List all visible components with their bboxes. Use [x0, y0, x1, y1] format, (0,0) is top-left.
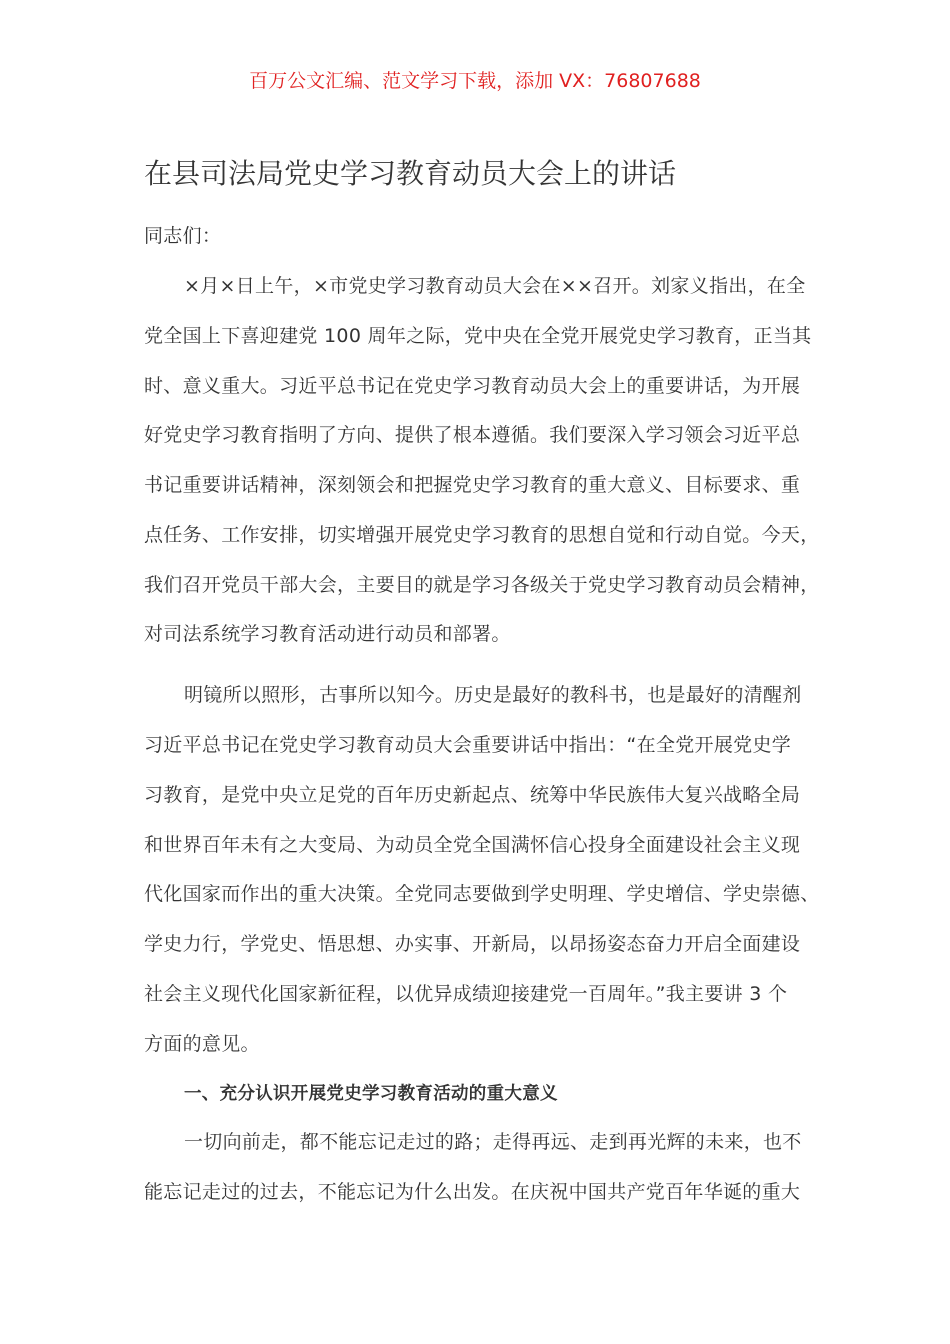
- paragraph-line: 我们召开党员干部大会，主要目的就是学习各级关于党史学习教育动员会精神，: [144, 574, 820, 596]
- paragraph-line: 方面的意见。: [144, 1033, 260, 1055]
- paragraph-line: 点任务、工作安排，切实增强开展党史学习教育的思想自觉和行动自觉。今天，: [144, 524, 820, 546]
- paragraph-line: 好党史学习教育指明了方向、提供了根本遵循。我们要深入学习领会习近平总: [144, 424, 801, 446]
- paragraph-line: 代化国家而作出的重大决策。全党同志要做到学史明理、学史增信、学史崇德、: [144, 883, 820, 905]
- section-heading: 一、充分认识开展党史学习教育活动的重大意义: [184, 1084, 558, 1104]
- paragraph-line: 习教育，是党中央立足党的百年历史新起点、统筹中华民族伟大复兴战略全局: [144, 784, 801, 806]
- paragraph-line: 学史力行，学党史、悟思想、办实事、开新局，以昂扬姿态奋力开启全面建设: [144, 933, 801, 955]
- paragraph-line: 社会主义现代化国家新征程，以优异成绩迎接建党一百周年。”我主要讲 3 个: [144, 983, 788, 1005]
- paragraph-line: 党全国上下喜迎建党 100 周年之际，党中央在全党开展党史学习教育，正当其: [144, 325, 812, 347]
- watermark-banner: 百万公文汇编、范文学习下载，添加 VX：76807688: [249, 70, 701, 92]
- salutation: 同志们：: [144, 225, 222, 247]
- paragraph-line: 和世界百年未有之大变局、为动员全党全国满怀信心投身全面建设社会主义现: [144, 834, 801, 856]
- paragraph-line: 习近平总书记在党史学习教育动员大会重要讲话中指出：“在全党开展党史学: [144, 734, 792, 756]
- paragraph-line: ×月×日上午，×市党史学习教育动员大会在××召开。刘家义指出，在全: [184, 275, 806, 297]
- document-title: 在县司法局党史学习教育动员大会上的讲话: [144, 157, 677, 190]
- paragraph-line: 明镜所以照形，古事所以知今。历史是最好的教科书，也是最好的清醒剂: [184, 684, 802, 706]
- paragraph-line: 书记重要讲话精神，深刻领会和把握党史学习教育的重大意义、目标要求、重: [144, 474, 801, 496]
- paragraph-line: 时、意义重大。习近平总书记在党史学习教育动员大会上的重要讲话，为开展: [144, 375, 801, 397]
- paragraph-line: 一切向前走，都不能忘记走过的路；走得再远、走到再光辉的未来，也不: [184, 1131, 802, 1153]
- paragraph-line: 能忘记走过的过去，不能忘记为什么出发。在庆祝中国共产党百年华诞的重大: [144, 1181, 801, 1203]
- paragraph-line: 对司法系统学习教育活动进行动员和部署。: [144, 623, 511, 645]
